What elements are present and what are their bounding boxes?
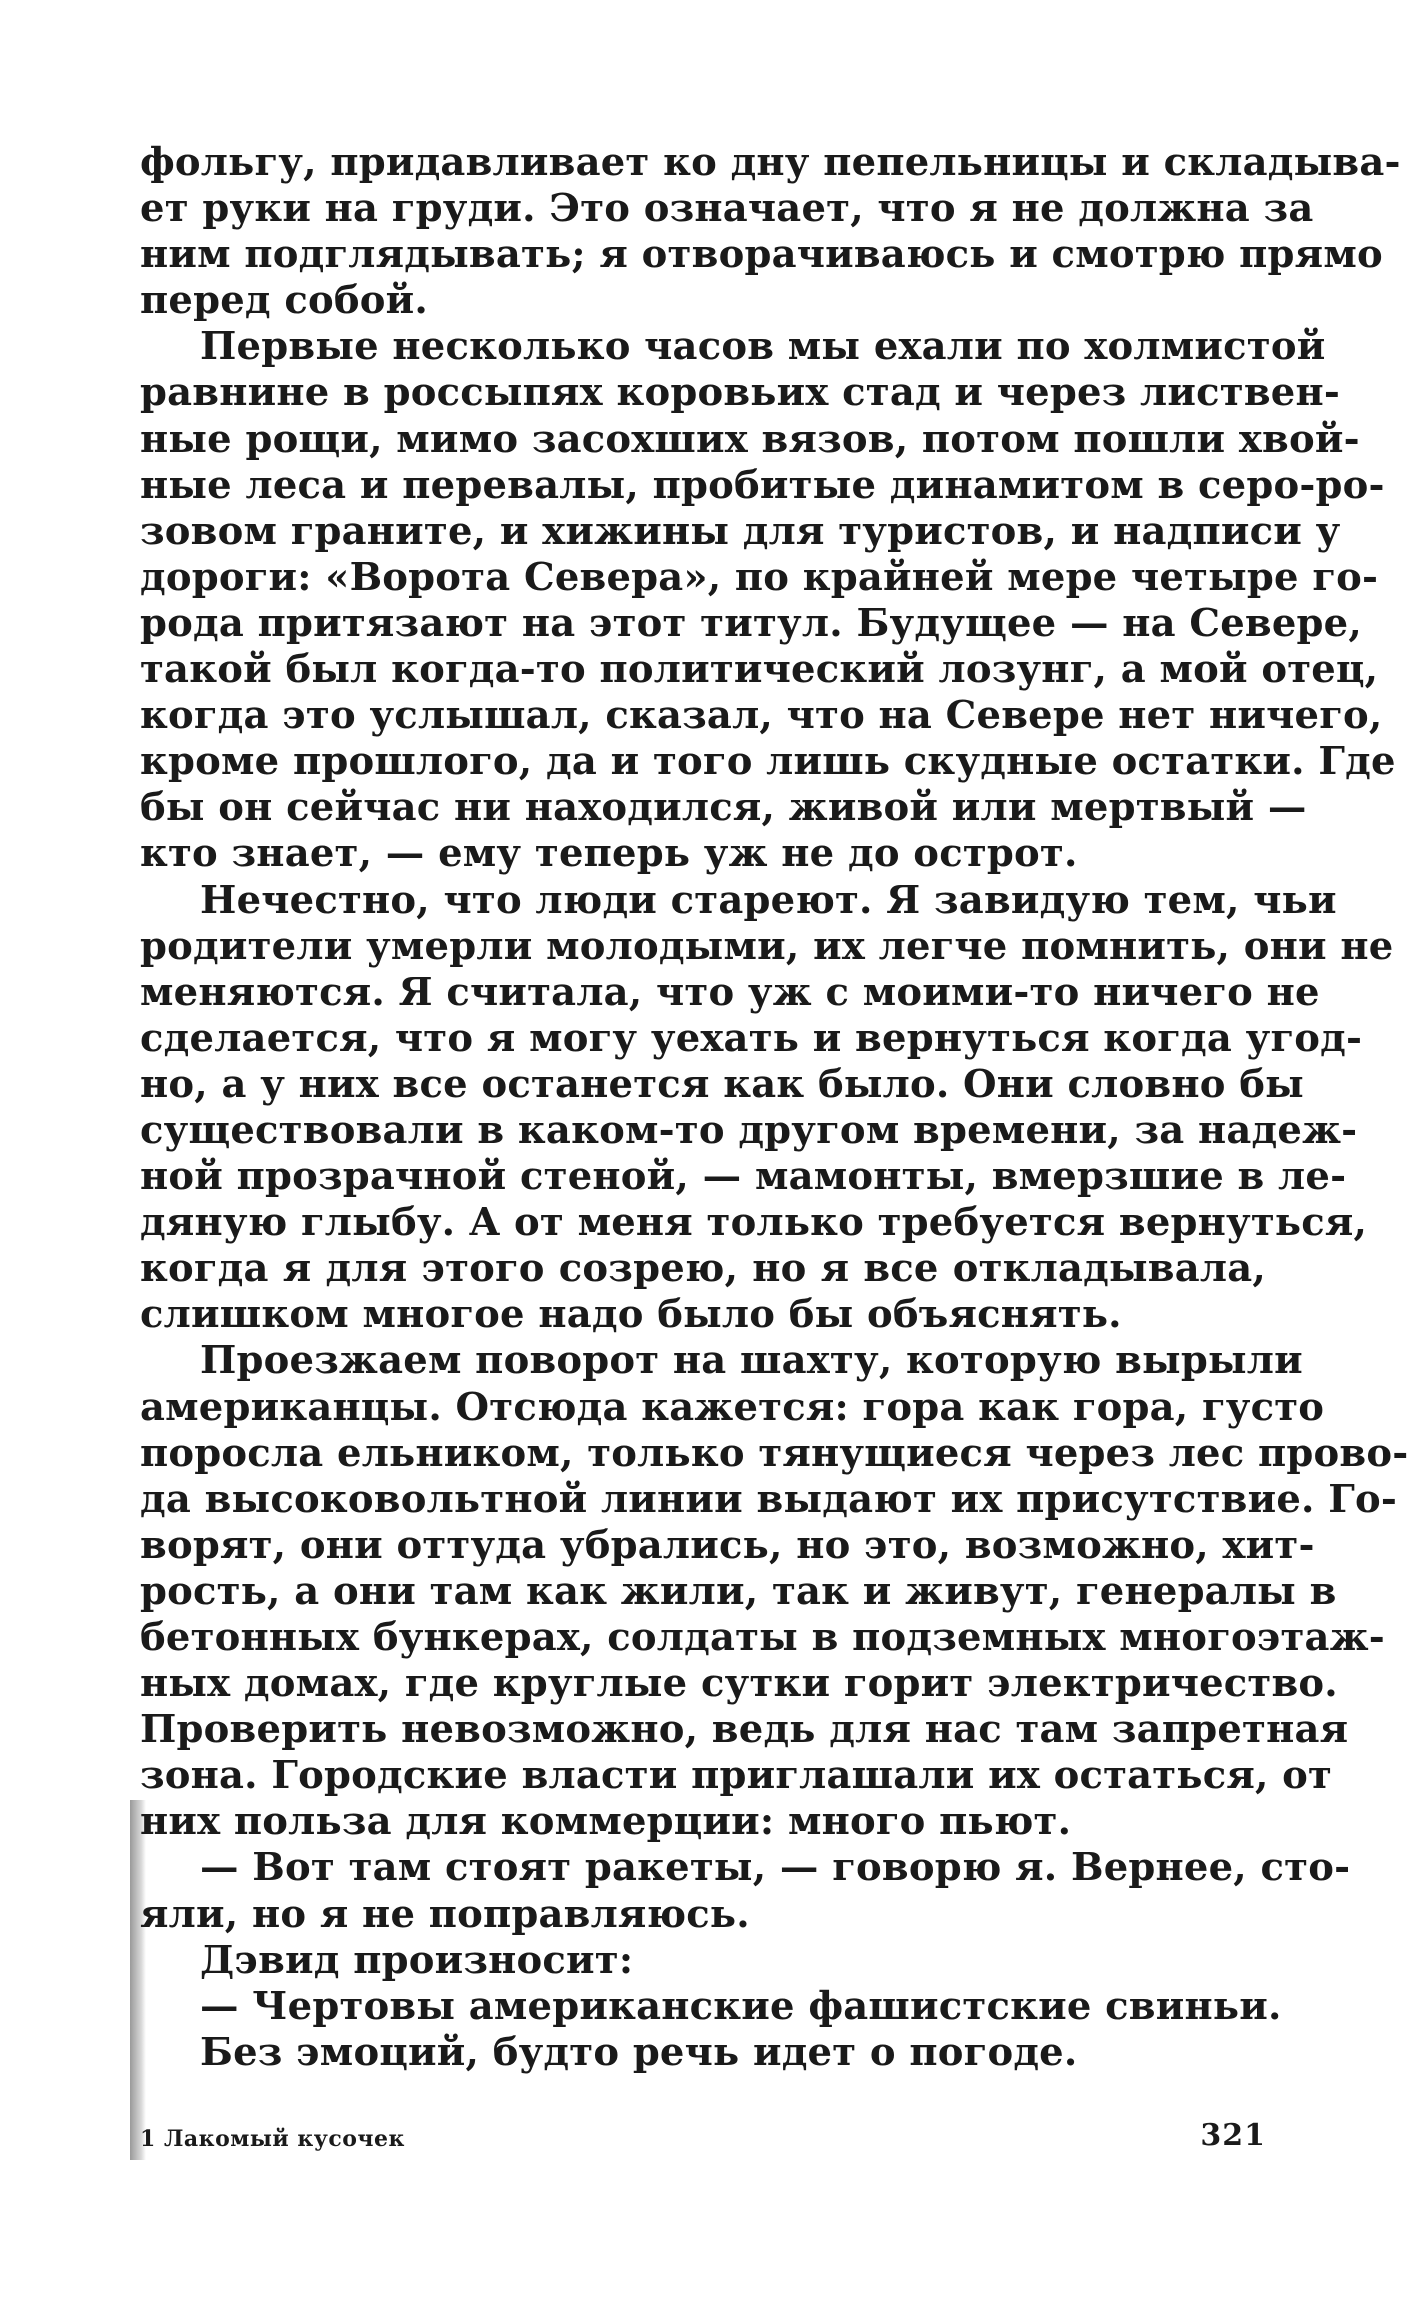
text-line: перед собой. bbox=[140, 278, 428, 324]
text-line: меняются. Я считала, что уж с моими-то ничего не bbox=[140, 969, 1320, 1015]
text-line: бы он сейчас ни находился, живой или мертвый — bbox=[140, 785, 1307, 831]
text-line: да высоковольтной линии выдают их присутствие. Го- bbox=[140, 1476, 1398, 1522]
text-line: сделается, что я могу уехать и вернуться когда угод- bbox=[140, 1015, 1363, 1061]
dialogue-line: — Чертовы американские фашистские свиньи. bbox=[200, 1983, 1282, 2029]
text-line: но, а у них все останется как было. Они словно бы bbox=[140, 1061, 1304, 1107]
text-line: кто знает, — ему теперь уж не до острот. bbox=[140, 831, 1078, 877]
text-line: рость, а они там как жили, так и живут, генералы в bbox=[140, 1568, 1337, 1614]
text-line: дороги: «Ворота Севера», по крайней мере четыре го- bbox=[140, 554, 1379, 600]
text-line: ных домах, где круглые сутки горит электричество. bbox=[140, 1661, 1338, 1707]
page-number: 321 bbox=[1200, 2118, 1266, 2153]
page-footer bbox=[140, 2118, 1266, 2158]
text-line: кроме прошлого, да и того лишь скудные остатки. Где bbox=[140, 739, 1396, 785]
text-line: рода притязают на этот титул. Будущее — на Севере, bbox=[140, 600, 1362, 646]
text-line: поросла ельником, только тянущиеся через лес прово- bbox=[140, 1430, 1409, 1476]
text-line: существовали в каком-то другом времени, за надеж- bbox=[140, 1107, 1358, 1153]
body-text bbox=[140, 140, 1409, 2076]
dialogue-line: Дэвид произносит: bbox=[200, 1937, 634, 1983]
text-line: ные рощи, мимо засохших вязов, потом пошли хвой- bbox=[140, 416, 1360, 462]
text-line: ет руки на груди. Это означает, что я не должна за bbox=[140, 186, 1314, 232]
paragraph-first-line: Нечестно, что люди стареют. Я завидую тем, чьи bbox=[200, 877, 1337, 923]
text-line: когда это услышал, сказал, что на Севере нет ничего, bbox=[140, 693, 1383, 739]
text-line: фольгу, придавливает ко дну пепельницы и складыва- bbox=[140, 140, 1401, 185]
text-line: родители умерли молодыми, их легче помнить, они не bbox=[140, 923, 1394, 969]
text-line: слишком многое надо было бы объяснять. bbox=[140, 1292, 1122, 1338]
running-footer-title: 1 Лакомый кусочек bbox=[140, 2126, 405, 2152]
text-line: ной прозрачной стеной, — мамонты, вмерзшие в ле- bbox=[140, 1154, 1347, 1200]
text-line: ные леса и перевалы, пробитые динамитом в серо-ро- bbox=[140, 462, 1385, 508]
text-line: ворят, они оттуда убрались, но это, возможно, хит- bbox=[140, 1522, 1315, 1568]
text-line: такой был когда-то политический лозунг, а мой отец, bbox=[140, 647, 1379, 693]
text-line: зовом граните, и хижины для туристов, и надписи у bbox=[140, 508, 1341, 554]
text-line: бетонных бункерах, солдаты в подземных многоэтаж- bbox=[140, 1615, 1385, 1660]
text-line: них польза для коммерции: много пьют. bbox=[140, 1799, 1072, 1845]
text-line: когда я для этого созрею, но я все откладывала, bbox=[140, 1246, 1266, 1292]
text-line: зона. Городские власти приглашали их остаться, от bbox=[140, 1753, 1333, 1799]
text-line: ним подглядывать; я отворачиваюсь и смотрю прямо bbox=[140, 232, 1383, 278]
text-line: американцы. Отсюда кажется: гора как гора, густо bbox=[140, 1384, 1325, 1430]
paragraph-first-line: Проезжаем поворот на шахту, которую вырыли bbox=[200, 1338, 1303, 1384]
dialogue-line: — Вот там стоят ракеты, — говорю я. Вернее, сто- bbox=[200, 1845, 1351, 1891]
text-line: дяную глыбу. А от меня только требуется вернуться, bbox=[140, 1200, 1368, 1246]
text-line: Проверить невозможно, ведь для нас там запретная bbox=[140, 1707, 1349, 1753]
text-line: яли, но я не поправляюсь. bbox=[140, 1891, 750, 1937]
text-line: равнине в россыпях коровьих стад и через листвен- bbox=[140, 370, 1341, 416]
text-line: Без эмоций, будто речь идет о погоде. bbox=[200, 2029, 1078, 2075]
paragraph-first-line: Первые несколько часов мы ехали по холмистой bbox=[200, 324, 1326, 370]
